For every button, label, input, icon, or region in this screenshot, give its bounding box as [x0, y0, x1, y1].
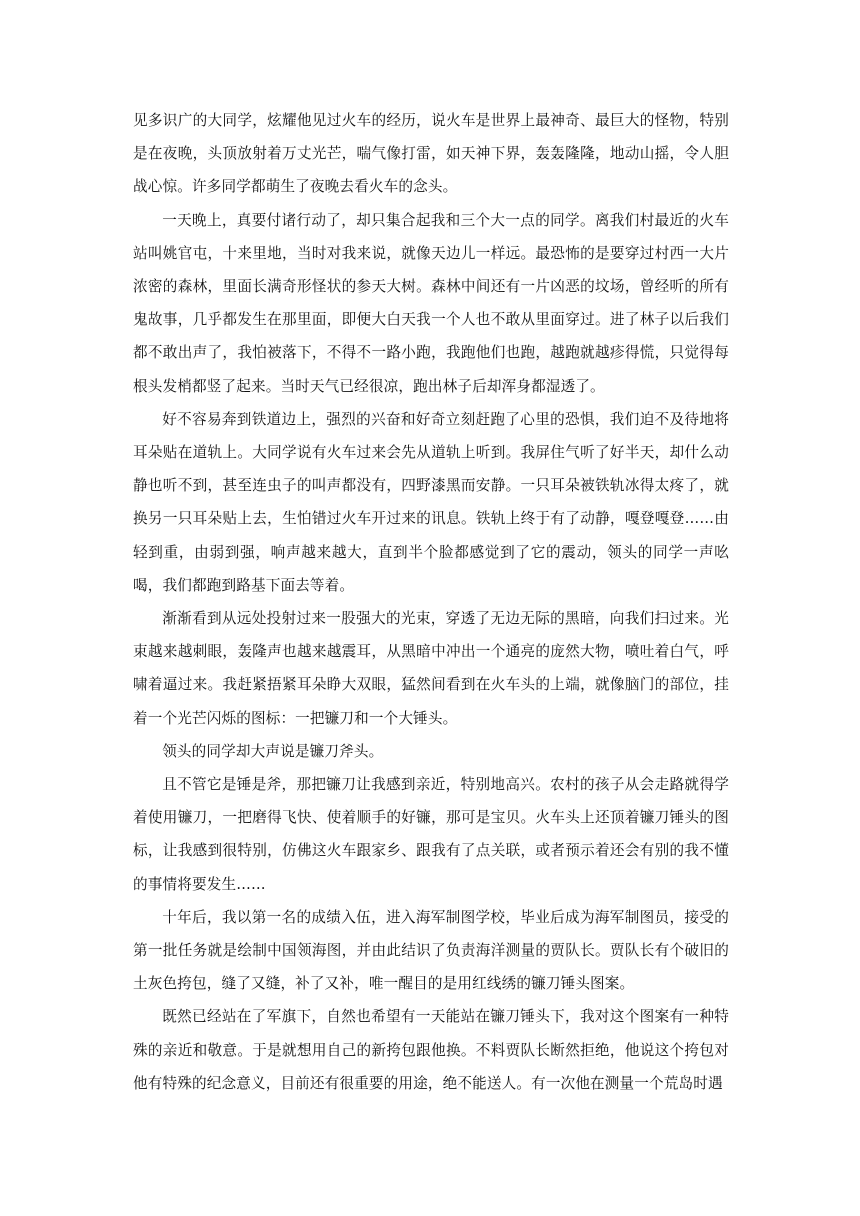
- paragraph-2: 一天晚上，真要付诸行动了，却只集合起我和三个大一点的同学。离我们村最近的火车站叫姚官屯，十来里地，当时对我来说，就像天边儿一样远。最恐怖的是要穿过村西一大片浓密的森林，里面长满奇形怪状的参天大树。森林中间还有一片凶恶的坟场，曾经听的所有鬼故事，几乎都发生在那里面，即便大白天我一个人也不敢从里面穿过。进了林子以后我们都不敢出声了，我怕被落下，不得不一路小跑，我跑他们也跑，越跑就越疹得慌，只觉得每根头发梢都竖了起来。当时天气已经很凉，跑出林子后却浑身都湿透了。: [133, 211, 729, 395]
- paragraph-6: 且不管它是锤是斧，那把镰刀让我感到亲近，特别地高兴。农村的孩子从会走路就得学着使用镰刀，一把磨得飞快、使着顺手的好镰，那可是宝贝。火车头上还顶着镰刀锤头的图标，让我感到很特别，仿佛这火车跟家乡、跟我有了点关联，或者预示着还会有别的我不懂的事情将要发生……: [133, 776, 729, 893]
- article-body: [133, 104, 729, 1100]
- paragraph-4: 渐渐看到从远处投射过来一股强大的光束，穿透了无边无际的黑暗，向我们扫过来。光束越来越刺眼，轰隆声也越来越震耳，从黑暗中冲出一个通亮的庞然大物，喷吐着白气，呼啸着逼过来。我赶紧捂紧耳朵睁大双眼，猛然间看到在火车头的上端，就像脑门的部位，挂着一个光芒闪烁的图标：一把镰刀和一个大锤头。: [133, 610, 729, 727]
- paragraph-8: 既然已经站在了军旗下，自然也希望有一天能站在镰刀锤头下，我对这个图案有一种特殊的亲近和敬意。于是就想用自己的新挎包跟他换。不料贾队长断然拒绝，他说这个挎包对他有特殊的纪念意义，目前还有很重要的用途，绝不能送人。有一次他在测量一个荒岛时遇: [133, 1008, 729, 1092]
- paragraph-1: 见多识广的大同学，炫耀他见过火车的经历，说火车是世界上最神奇、最巨大的怪物，特别是在夜晚，头顶放射着万丈光芒，喘气像打雷，如天神下界，轰轰隆隆，地动山摇，令人胆战心惊。许多同学都萌生了夜晚去看火车的念头。: [133, 112, 729, 196]
- paragraph-5: 领头的同学却大声说是镰刀斧头。: [162, 742, 384, 760]
- paragraph-3: 好不容易奔到铁道边上，强烈的兴奋和好奇立刻赶跑了心里的恐惧，我们迫不及待地将耳朵贴在道轨上。大同学说有火车过来会先从道轨上听到。我屏住气听了好半天，却什么动静也听不到，甚至连虫子的叫声都没有，四野漆黑而安静。一只耳朵被铁轨冰得太疼了，就换另一只耳朵贴上去，生怕错过火车开过来的讯息。铁轨上终于有了动静，嘎登嘎登……由轻到重，由弱到强，响声越来越大，直到半个脸都感觉到了它的震动，领头的同学一声吆喝，我们都跑到路基下面去等着。: [133, 410, 729, 594]
- paragraph-7: 十年后，我以第一名的成绩入伍，进入海军制图学校，毕业后成为海军制图员，接受的第一批任务就是绘制中国领海图，并由此结识了负责海洋测量的贾队长。贾队长有个破旧的土灰色挎包，缝了又缝，补了又补，唯一醒目的是用红线绣的镰刀锤头图案。: [133, 908, 729, 993]
